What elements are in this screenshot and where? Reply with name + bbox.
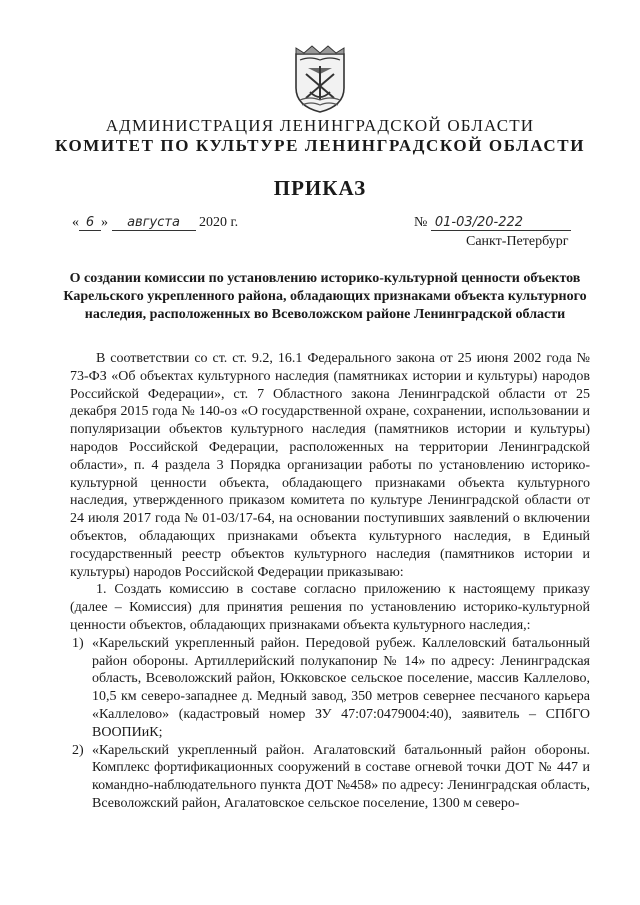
date-open-quote: « — [72, 215, 79, 230]
list-item — [70, 635, 590, 742]
list-item-number: 2) — [72, 742, 84, 758]
list-item-text: «Карельский укрепленный район. Передовой рубеж. Каллеловский батальонный район обороны. Артиллерийский полукапонир № 14» по адресу: Ленинградская область, Всеволожский район, Юкковское сельское поселение, массив Каллелово, 10,5 км северо-западнее д. Медный завод, 350 метров севернее песчаного карьера «Каллелово» (кадастровый номер ЗУ 47:07:0479004:40), заявитель – СПбГО ВООПИиК; — [92, 635, 590, 740]
document-city: Санкт-Петербург — [466, 234, 569, 249]
clause-1: 1. Создать комиссию в составе согласно приложению к настоящему приказу (далее – Комиссия) для принятия решения по установлению историко-культурной ценности объектов, обладающих признаками объекта культурного наследия,: — [70, 582, 590, 633]
number-value: 01-03/20-222 — [431, 215, 571, 231]
date-close-quote: » — [101, 215, 108, 230]
preamble-paragraph: В соответствии со ст. ст. 9.2, 16.1 Федерального закона от 25 июня 2002 года № 73-ФЗ «Об объектах культурного наследия (памятниках истории и культуры) народов Российской Федерации», ст. 7 Областного закона Ленинградской области от 25 декабря 2015 года № 140-оз «О государственной охране, сохранении, использовании и популяризации объектов культурного наследия (памятников истории и культуры) народов Российской Федерации, расположенных на территории Ленинградской области», п. 4 раздела 3 Порядка организации работы по установлению историко-культурной ценности объекта, обладающего признаками объекта культурного наследия, утвержденного приказом комитета по культуре Ленинградской области от 24 июля 2017 года № 01-03/17-64, на основании поступивших заявлений о включении объектов, обладающих признаками объекта культурного наследия, в Единый государственный реестр объектов культурного наследия (памятников истории и культуры) народов Российской Федерации приказываю: — [70, 351, 590, 580]
document-type-title: ПРИКАЗ — [273, 176, 367, 200]
document-date — [72, 215, 238, 231]
document-number — [414, 215, 571, 231]
coat-of-arms-emblem — [292, 44, 348, 114]
committee-name: КОМИТЕТ ПО КУЛЬТУРЕ ЛЕНИНГРАДСКОЙ ОБЛАСТИ — [54, 136, 586, 155]
list-item — [70, 742, 590, 813]
date-day: 6 — [79, 215, 101, 231]
document-body — [70, 350, 590, 813]
document-subject: О создании комиссии по установлению историко-культурной ценности объектов Карельского укрепленного района, обладающих признаками объекта культурного наследия, расположенных во Всеволожском районе Ленинградской области — [63, 271, 587, 322]
date-month: августа — [112, 215, 196, 231]
organization-name: АДМИНИСТРАЦИЯ ЛЕНИНГРАДСКОЙ ОБЛАСТИ — [105, 116, 535, 135]
number-prefix: № — [414, 215, 428, 230]
date-year: 2020 г. — [199, 215, 239, 230]
list-item-text: «Карельский укрепленный район. Агалатовский батальонный район обороны. Комплекс фортификационных сооружений в составе огневой точки ДОТ № 447 и командно-наблюдательного пункта ДОТ №458» по адресу: Ленинградская область, Всеволожский район, Агалатовское сельское поселение, 1300 м северо- — [92, 742, 590, 811]
list-item-number: 1) — [72, 635, 84, 651]
